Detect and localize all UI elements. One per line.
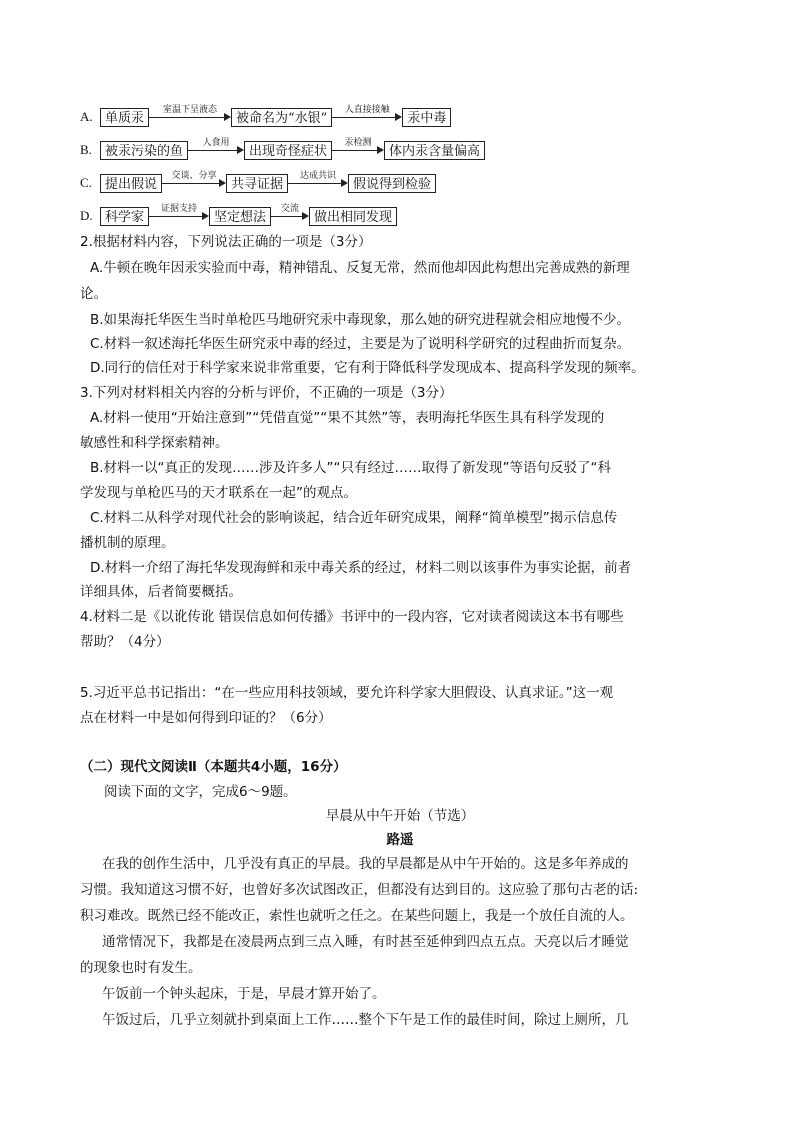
essay-line: 在我的创作生活中，几乎没有真正的早晨。我的早晨都是从中午开始的。这是多年养成的 — [102, 856, 629, 872]
arrow-head-icon — [377, 146, 384, 154]
option-letter: D. — [80, 208, 93, 223]
option-letter: A. — [80, 109, 93, 124]
flow-box: 提出假说 — [100, 174, 162, 193]
arrow-head-icon — [395, 113, 402, 121]
q2-option-b: B.如果海托华医生当时单枪匹马地研究汞中毒现象，那么她的研究进程就会相应地慢不少。 — [90, 312, 631, 328]
arrow-head-icon — [341, 179, 348, 187]
q3-option-a-cont: 敏感性和科学探索精神。 — [80, 435, 229, 451]
flow-box: 出现奇怪症状 — [244, 141, 332, 160]
flow-arrow — [332, 106, 402, 128]
q2-option-a: A.牛顿在晚年因汞实验而中毒，精神错乱、反复无常，然而他却因此构想出完善成熟的新理 — [90, 260, 630, 276]
flow-arrow — [332, 139, 384, 161]
flow-arrow — [149, 205, 209, 227]
arrow-label: 人直接接触 — [344, 105, 390, 115]
option-letter: C. — [80, 175, 92, 190]
q2-option-d: D.同行的信任对于科学家来说非常重要，它有利于降低科学发现成本、提高科学发现的频率。 — [90, 360, 645, 376]
flow-box: 被汞污染的鱼 — [100, 141, 188, 160]
flow-box: 共寻证据 — [226, 174, 288, 193]
flow-box: 体内汞含量偏高 — [384, 141, 485, 160]
option-b-flow — [80, 139, 485, 161]
arrow-label: 交流 — [281, 204, 300, 214]
flow-arrow — [188, 139, 244, 161]
q4-line-1: 4.材料二是《以讹传讹 错误信息如何传播》书评中的一段内容，它对读者阅读这本书有哪些 — [80, 609, 624, 625]
q2-stem: 2.根据材料内容，下列说法正确的一项是（3分） — [80, 234, 372, 250]
flow-box: 假说得到检验 — [348, 174, 436, 193]
flow-box: 做出相同发现 — [309, 207, 397, 226]
essay-line: 的现象也时有发生。 — [80, 960, 202, 976]
section-instruction: 阅读下面的文字，完成6～9题。 — [104, 784, 297, 800]
essay-author: 路遥 — [386, 832, 414, 848]
arrow-label: 人食用 — [202, 138, 230, 148]
q3-option-c: C.材料二从科学对现代社会的影响谈起，结合近年研究成果，阐释“简单模型”揭示信息传 — [90, 510, 618, 526]
q2-option-a-cont: 论。 — [80, 286, 107, 302]
essay-line: 午饭过后，几乎立刻就扑到桌面上工作……整个下午是工作的最佳时间，除过上厕所，几 — [102, 1012, 629, 1028]
arrow-head-icon — [219, 179, 226, 187]
option-a-flow — [80, 106, 451, 128]
option-c-flow — [80, 172, 436, 194]
essay-title: 早晨从中午开始（节选） — [325, 808, 475, 824]
option-letter: B. — [80, 142, 92, 157]
q3-option-b-cont: 学发现与单枪匹马的天才联系在一起”的观点。 — [80, 485, 357, 501]
q3-option-d-cont: 详细具体，后者简要概括。 — [80, 584, 242, 600]
flow-box: 汞中毒 — [402, 108, 451, 127]
arrow-label: 交谈、分享 — [171, 171, 217, 181]
q5-line-1: 5.习近平总书记指出：“在一些应用科技领域，要允许科学家大胆假设、认真求证。”这一观 — [80, 685, 614, 701]
arrow-label: 证据支持 — [161, 204, 198, 214]
essay-line: 习惯。我知道这习惯不好，也曾好多次试图改正，但都没有达到目的。这应验了那句古老的话: — [80, 882, 639, 898]
arrow-head-icon — [237, 146, 244, 154]
q3-option-d: D.材料一介绍了海托华发现海鲜和汞中毒关系的经过，材料二则以该事件为事实论据，前者 — [90, 560, 632, 576]
q4-line-2: 帮助？（4分） — [80, 634, 170, 650]
essay-line: 积习难改。既然已经不能改正，索性也就听之任之。在某些问题上，我是一个放任自流的人。 — [80, 908, 634, 924]
essay-line: 午饭前一个钟头起床，于是，早晨才算开始了。 — [102, 986, 386, 1002]
flow-box: 科学家 — [100, 207, 149, 226]
arrow-head-icon — [224, 113, 231, 121]
flow-box: 被命名为“水银” — [231, 108, 332, 127]
arrow-label: 汞检测 — [344, 138, 372, 148]
section-heading: （二）现代文阅读Ⅱ（本题共4小题，16分） — [80, 759, 347, 775]
q2-option-c: C.材料一叙述海托华医生研究汞中毒的经过，主要是为了说明科学研究的过程曲折而复杂。 — [90, 336, 631, 352]
flow-arrow — [288, 172, 348, 194]
q3-option-b: B.材料一以“真正的发现……涉及许多人”“只有经过……取得了新发现”等语句反驳了“科 — [90, 460, 612, 476]
flow-box: 单质汞 — [100, 108, 149, 127]
q3-option-a: A.材料一使用“开始注意到”“凭借直觉”“果不其然”等，表明海托华医生具有科学发现的 — [90, 410, 605, 426]
arrow-head-icon — [302, 212, 309, 220]
arrow-head-icon — [202, 212, 209, 220]
option-d-flow — [80, 205, 397, 227]
q3-stem: 3.下列对材料相关内容的分析与评价，不正确的一项是（3分） — [80, 385, 453, 401]
q3-option-c-cont: 播机制的原理。 — [80, 535, 175, 551]
flow-arrow — [162, 172, 226, 194]
flow-box: 坚定想法 — [209, 207, 271, 226]
q5-line-2: 点在材料一中是如何得到印证的？（6分） — [80, 710, 332, 726]
essay-line: 通常情况下，我都是在凌晨两点到三点入睡，有时甚至延伸到四点五点。天亮以后才睡觉 — [102, 934, 629, 950]
arrow-label: 达成共识 — [300, 171, 337, 181]
flow-arrow — [271, 205, 309, 227]
flow-arrow — [149, 106, 231, 128]
arrow-label: 室温下呈液态 — [163, 105, 218, 115]
